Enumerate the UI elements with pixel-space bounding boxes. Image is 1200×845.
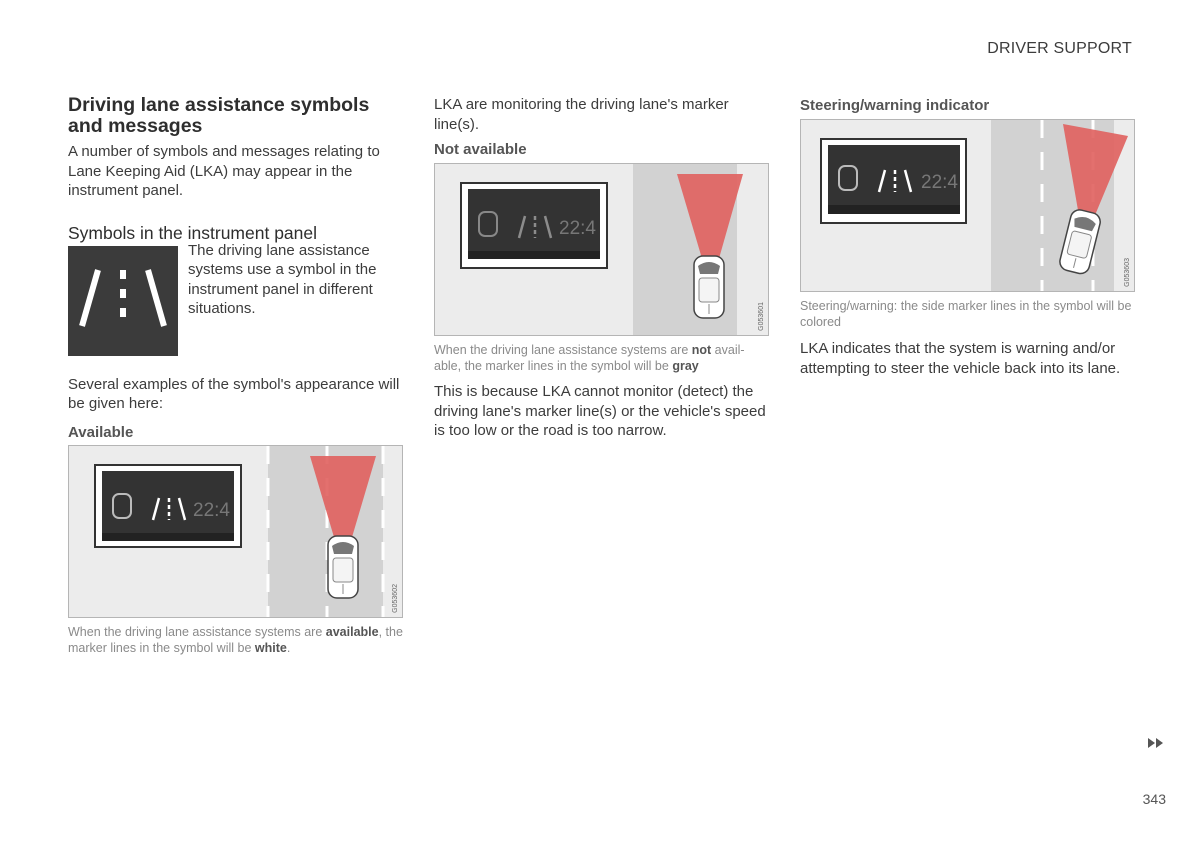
car-icon [694, 256, 724, 318]
page-title: Driving lane assistance symbols and messages [68, 94, 370, 137]
steering-figure [800, 119, 1135, 292]
steering-illustration [801, 120, 1135, 292]
available-illustration [69, 446, 403, 618]
symbols-text: The driving lane assistance systems use a symbol in the instrument panel in different situations. [188, 241, 377, 317]
not-available-caption: When the driving lane assistance systems are not avail-able, the marker lines in the symbol will be gray [434, 343, 745, 373]
figure-code: G053602 [392, 583, 399, 613]
column-3 [800, 95, 1135, 378]
lane-lines-icon [68, 246, 178, 356]
lane-symbol-image [68, 246, 178, 356]
available-figure [68, 445, 403, 618]
intro-text: A number of symbols and messages relating to Lane Keeping Aid (LKA) may appear in the instrument panel. [68, 143, 380, 199]
column-2 [434, 95, 769, 441]
page-number: 343 [1142, 791, 1166, 807]
figure-code: G053601 [758, 302, 765, 331]
display-clock: 22:4 [559, 218, 596, 239]
symbols-heading: Symbols in the instrument panel [68, 222, 318, 243]
not-available-illustration [435, 164, 769, 336]
monitoring-text: LKA are monitoring the driving lane's marker line(s). [434, 96, 729, 133]
examples-text: Several examples of the symbol's appearance will be given here: [68, 375, 400, 412]
available-heading: Available [68, 423, 134, 441]
continue-arrows-icon [1140, 736, 1170, 750]
column-1 [68, 95, 403, 656]
reason-text: This is because LKA cannot monitor (detect) the driving lane's marker line(s) or the vehicle's speed is too low or the road is too narrow. [434, 383, 766, 439]
section-header: DRIVER SUPPORT [987, 40, 1132, 57]
display-clock: 22:4 [193, 499, 230, 521]
figure-code: G053603 [1124, 258, 1131, 287]
steering-heading: Steering/warning indicator [800, 97, 990, 114]
display-clock: 22:4 [921, 172, 958, 193]
steering-text: LKA indicates that the system is warning and/or attempting to steer the vehicle back into its lane. [800, 340, 1121, 377]
not-available-figure [434, 163, 769, 336]
not-available-heading: Not available [434, 141, 527, 158]
steering-caption: Steering/warning: the side marker lines in the symbol will be colored [800, 299, 1132, 329]
car-icon [328, 536, 358, 598]
available-caption: When the driving lane assistance systems are available, the marker lines in the symbol will be white. [68, 624, 403, 655]
